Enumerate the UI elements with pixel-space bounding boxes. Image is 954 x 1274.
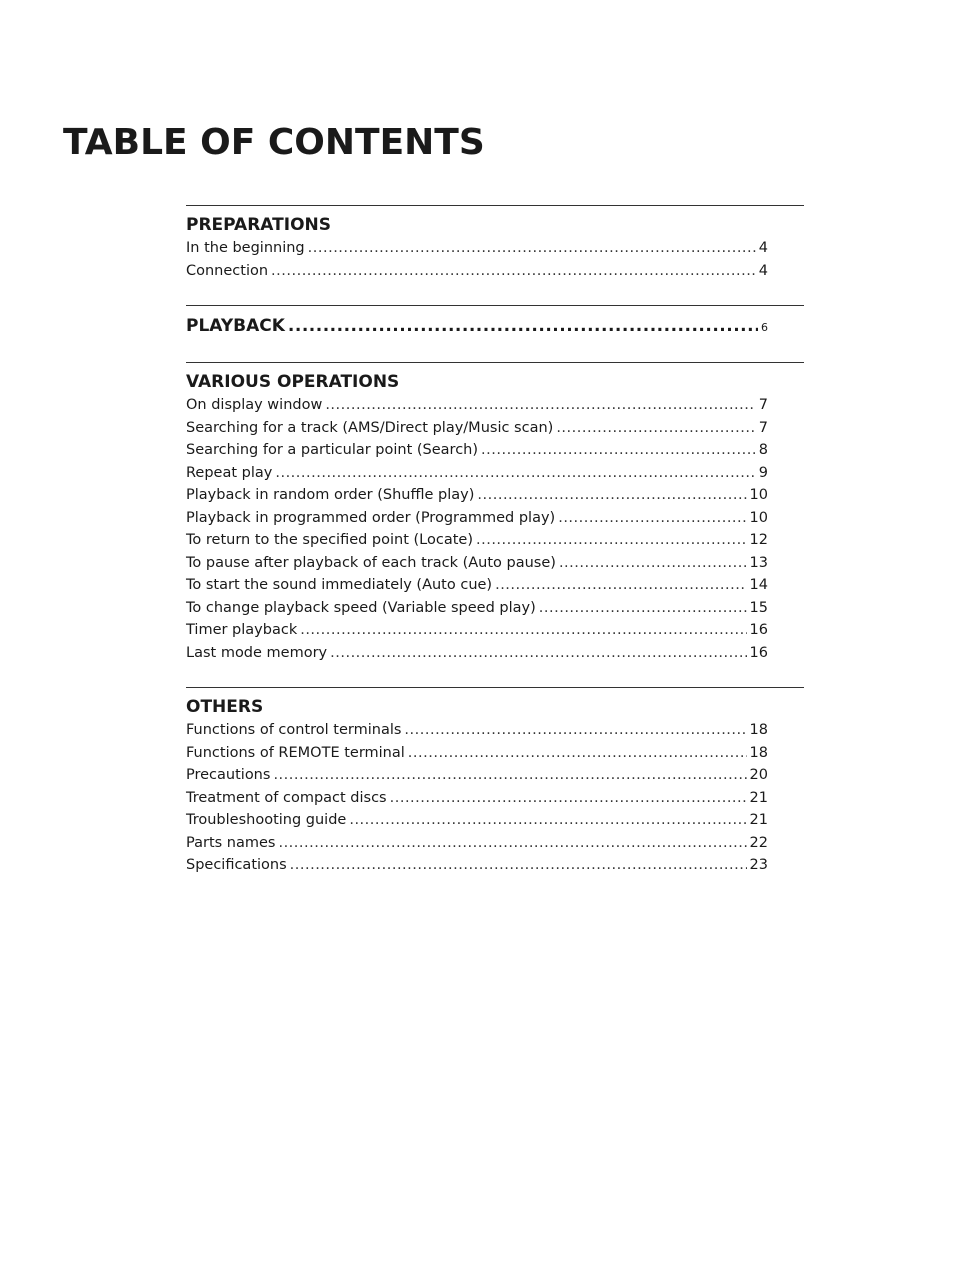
toc-entry[interactable]	[186, 642, 768, 665]
section-playback	[186, 305, 804, 340]
section-title: PLAYBACK	[186, 316, 285, 336]
entry-label: To return to the specified point (Locate)	[186, 532, 473, 548]
dot-leader	[558, 507, 746, 530]
entry-list	[186, 237, 768, 282]
entry-label: Treatment of compact discs	[186, 789, 387, 806]
page-number: 6	[761, 321, 768, 334]
page-title: TABLE OF CONTENTS	[63, 122, 485, 163]
entry-label: Searching for a particular point (Search)	[186, 442, 479, 458]
toc-entry[interactable]	[186, 484, 768, 507]
toc-entry[interactable]	[186, 742, 768, 765]
entry-label: Playback in random order (Shuffle play)	[186, 487, 475, 503]
dot-leader	[539, 597, 747, 620]
toc-entry[interactable]	[186, 260, 768, 283]
page-number: 4	[758, 240, 768, 256]
entry-list	[186, 394, 768, 664]
dot-leader	[275, 462, 755, 485]
dot-leader	[273, 764, 746, 787]
entry-label: Last mode memory	[186, 644, 328, 661]
toc-entry[interactable]	[186, 574, 768, 597]
toc-entry-playback[interactable]	[186, 314, 768, 340]
section-others	[186, 687, 804, 877]
toc-entry[interactable]	[186, 764, 768, 787]
dot-leader	[325, 394, 755, 417]
page-number: 13	[749, 554, 768, 571]
dot-leader	[330, 642, 746, 665]
entry-label: Timer playback	[186, 622, 298, 638]
page-number: 15	[749, 599, 768, 616]
entry-label: To change playback speed (Variable speed play)	[186, 599, 536, 616]
dot-leader	[390, 787, 747, 810]
dot-leader	[278, 832, 746, 855]
toc-entry[interactable]	[186, 809, 768, 832]
entry-label: Repeat play	[186, 464, 273, 481]
page-number: 16	[749, 644, 768, 661]
toc-entry[interactable]	[186, 237, 768, 260]
entry-label: Searching for a track (AMS/Direct play/Music scan)	[186, 419, 554, 436]
toc-entry[interactable]	[186, 832, 768, 855]
page-number: 21	[749, 789, 768, 806]
dot-leader	[349, 809, 746, 832]
page-number: 10	[749, 487, 768, 503]
page-number: 12	[749, 532, 768, 548]
entry-label: Parts names	[186, 834, 276, 851]
page-number: 18	[749, 744, 768, 761]
toc-entry[interactable]	[186, 854, 768, 877]
page-number: 14	[749, 577, 768, 593]
toc-entry[interactable]	[186, 552, 768, 575]
section-title: PREPARATIONS	[186, 215, 331, 235]
dot-leader	[556, 417, 755, 440]
section-title: OTHERS	[186, 697, 264, 717]
table-of-contents	[186, 205, 804, 877]
entry-label: Precautions	[186, 767, 271, 783]
entry-label: Functions of control terminals	[186, 722, 402, 738]
dot-leader	[481, 439, 756, 462]
page-number: 23	[749, 857, 768, 873]
toc-entry[interactable]	[186, 597, 768, 620]
dot-leader	[271, 260, 756, 283]
dot-leader	[476, 529, 747, 552]
entry-label: On display window	[186, 397, 323, 413]
dot-leader	[495, 574, 746, 597]
dot-leader	[300, 619, 746, 642]
toc-entry[interactable]	[186, 417, 768, 440]
entry-label: To start the sound immediately (Auto cue)	[186, 577, 493, 593]
page-number: 16	[749, 622, 768, 638]
toc-entry[interactable]	[186, 619, 768, 642]
toc-entry[interactable]	[186, 529, 768, 552]
dot-leader	[477, 484, 746, 507]
toc-entry[interactable]	[186, 507, 768, 530]
entry-label: Troubleshooting guide	[186, 812, 347, 828]
section-title: VARIOUS OPERATIONS	[186, 372, 400, 392]
page-number: 7	[758, 419, 768, 436]
page-number: 9	[758, 464, 768, 481]
entry-label: Functions of REMOTE terminal	[186, 744, 405, 761]
page-number: 18	[749, 722, 768, 738]
dot-leader	[308, 237, 756, 260]
page-number: 21	[749, 812, 768, 828]
dot-leader	[288, 314, 758, 338]
section-preparations	[186, 205, 804, 282]
dot-leader	[559, 552, 747, 575]
dot-leader	[404, 719, 746, 742]
entry-label: Playback in programmed order (Programmed play)	[186, 509, 556, 526]
toc-entry[interactable]	[186, 787, 768, 810]
page-number: 8	[758, 442, 768, 458]
toc-entry[interactable]	[186, 462, 768, 485]
page-number: 22	[749, 834, 768, 851]
page-number: 7	[758, 397, 768, 413]
page-number: 20	[749, 767, 768, 783]
page-number: 4	[758, 262, 768, 279]
entry-label: In the beginning	[186, 240, 305, 256]
entry-label: Connection	[186, 262, 269, 279]
toc-entry[interactable]	[186, 394, 768, 417]
dot-leader	[408, 742, 747, 765]
toc-entry[interactable]	[186, 439, 768, 462]
entry-label: To pause after playback of each track (Auto pause)	[186, 554, 556, 571]
page-number: 10	[749, 509, 768, 526]
entry-list	[186, 719, 768, 877]
entry-label: Specifications	[186, 857, 287, 873]
toc-entry[interactable]	[186, 719, 768, 742]
section-various-operations	[186, 362, 804, 664]
dot-leader	[290, 854, 747, 877]
